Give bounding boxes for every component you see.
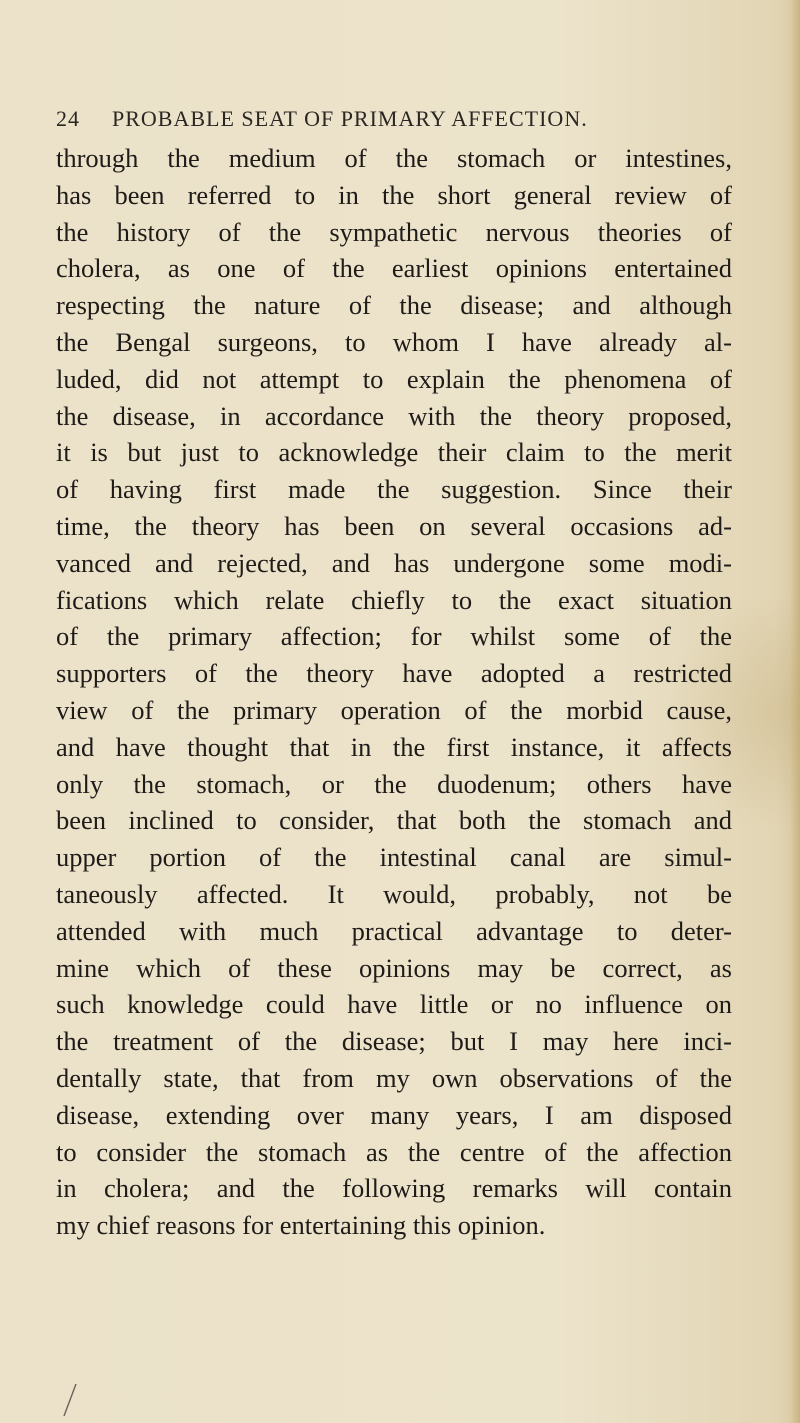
text-line: disease, extending over many years, I am disposed bbox=[56, 1099, 732, 1130]
body-text bbox=[56, 140, 732, 1244]
running-head: PROBABLE SEAT OF PRIMARY AFFECTION. bbox=[112, 106, 588, 131]
text-line: the Bengal surgeons, to whom I have already al- bbox=[56, 326, 732, 357]
text-line: fications which relate chiefly to the exact situation bbox=[56, 584, 732, 615]
text-line: through the medium of the stomach or intestines, bbox=[56, 143, 732, 173]
text-line: and have thought that in the first instance, it affects bbox=[56, 731, 732, 762]
pencil-mark bbox=[54, 1380, 84, 1420]
text-line: it is but just to acknowledge their claim to the merit bbox=[56, 437, 732, 468]
text-line: such knowledge could have little or no influence on bbox=[56, 989, 732, 1020]
text-line: luded, did not attempt to explain the phenomena of bbox=[56, 363, 732, 394]
text-line: only the stomach, or the duodenum; others have bbox=[56, 768, 732, 799]
text-line: the treatment of the disease; but I may here inci- bbox=[56, 1026, 732, 1057]
text-line: my chief reasons for entertaining this opinion. bbox=[56, 1210, 546, 1241]
text-line: mine which of these opinions may be correct, as bbox=[56, 952, 732, 983]
text-line: cholera, as one of the earliest opinions entertained bbox=[56, 253, 732, 284]
text-line: upper portion of the intestinal canal are simul- bbox=[56, 842, 732, 873]
text-line: taneously affected. It would, probably, not be bbox=[56, 878, 732, 909]
text-line: been inclined to consider, that both the stomach and bbox=[56, 805, 732, 836]
text-line: view of the primary operation of the morbid cause, bbox=[56, 694, 732, 725]
text-line: to consider the stomach as the centre of the affection bbox=[56, 1136, 732, 1167]
text-line: in cholera; and the following remarks will contain bbox=[56, 1173, 732, 1204]
text-line: time, the theory has been on several occasions ad- bbox=[56, 510, 732, 541]
text-line: vanced and rejected, and has undergone some modi- bbox=[56, 547, 732, 578]
text-line: supporters of the theory have adopted a restricted bbox=[56, 658, 732, 689]
text-line: the disease, in accordance with the theory proposed, bbox=[56, 400, 732, 431]
text-line: attended with much practical advantage to deter- bbox=[56, 915, 732, 946]
text-line: of the primary affection; for whilst some of the bbox=[56, 621, 732, 652]
text-line: dentally state, that from my own observations of the bbox=[56, 1062, 732, 1093]
page-edge-shadow bbox=[790, 0, 800, 1423]
page-header bbox=[56, 106, 726, 132]
page-number: 24 bbox=[56, 106, 80, 131]
text-line: the history of the sympathetic nervous theories of bbox=[56, 216, 732, 247]
text-line: respecting the nature of the disease; and although bbox=[56, 290, 732, 321]
text-line: of having first made the suggestion. Since their bbox=[56, 474, 732, 505]
text-line: has been referred to in the short general review of bbox=[56, 179, 732, 210]
